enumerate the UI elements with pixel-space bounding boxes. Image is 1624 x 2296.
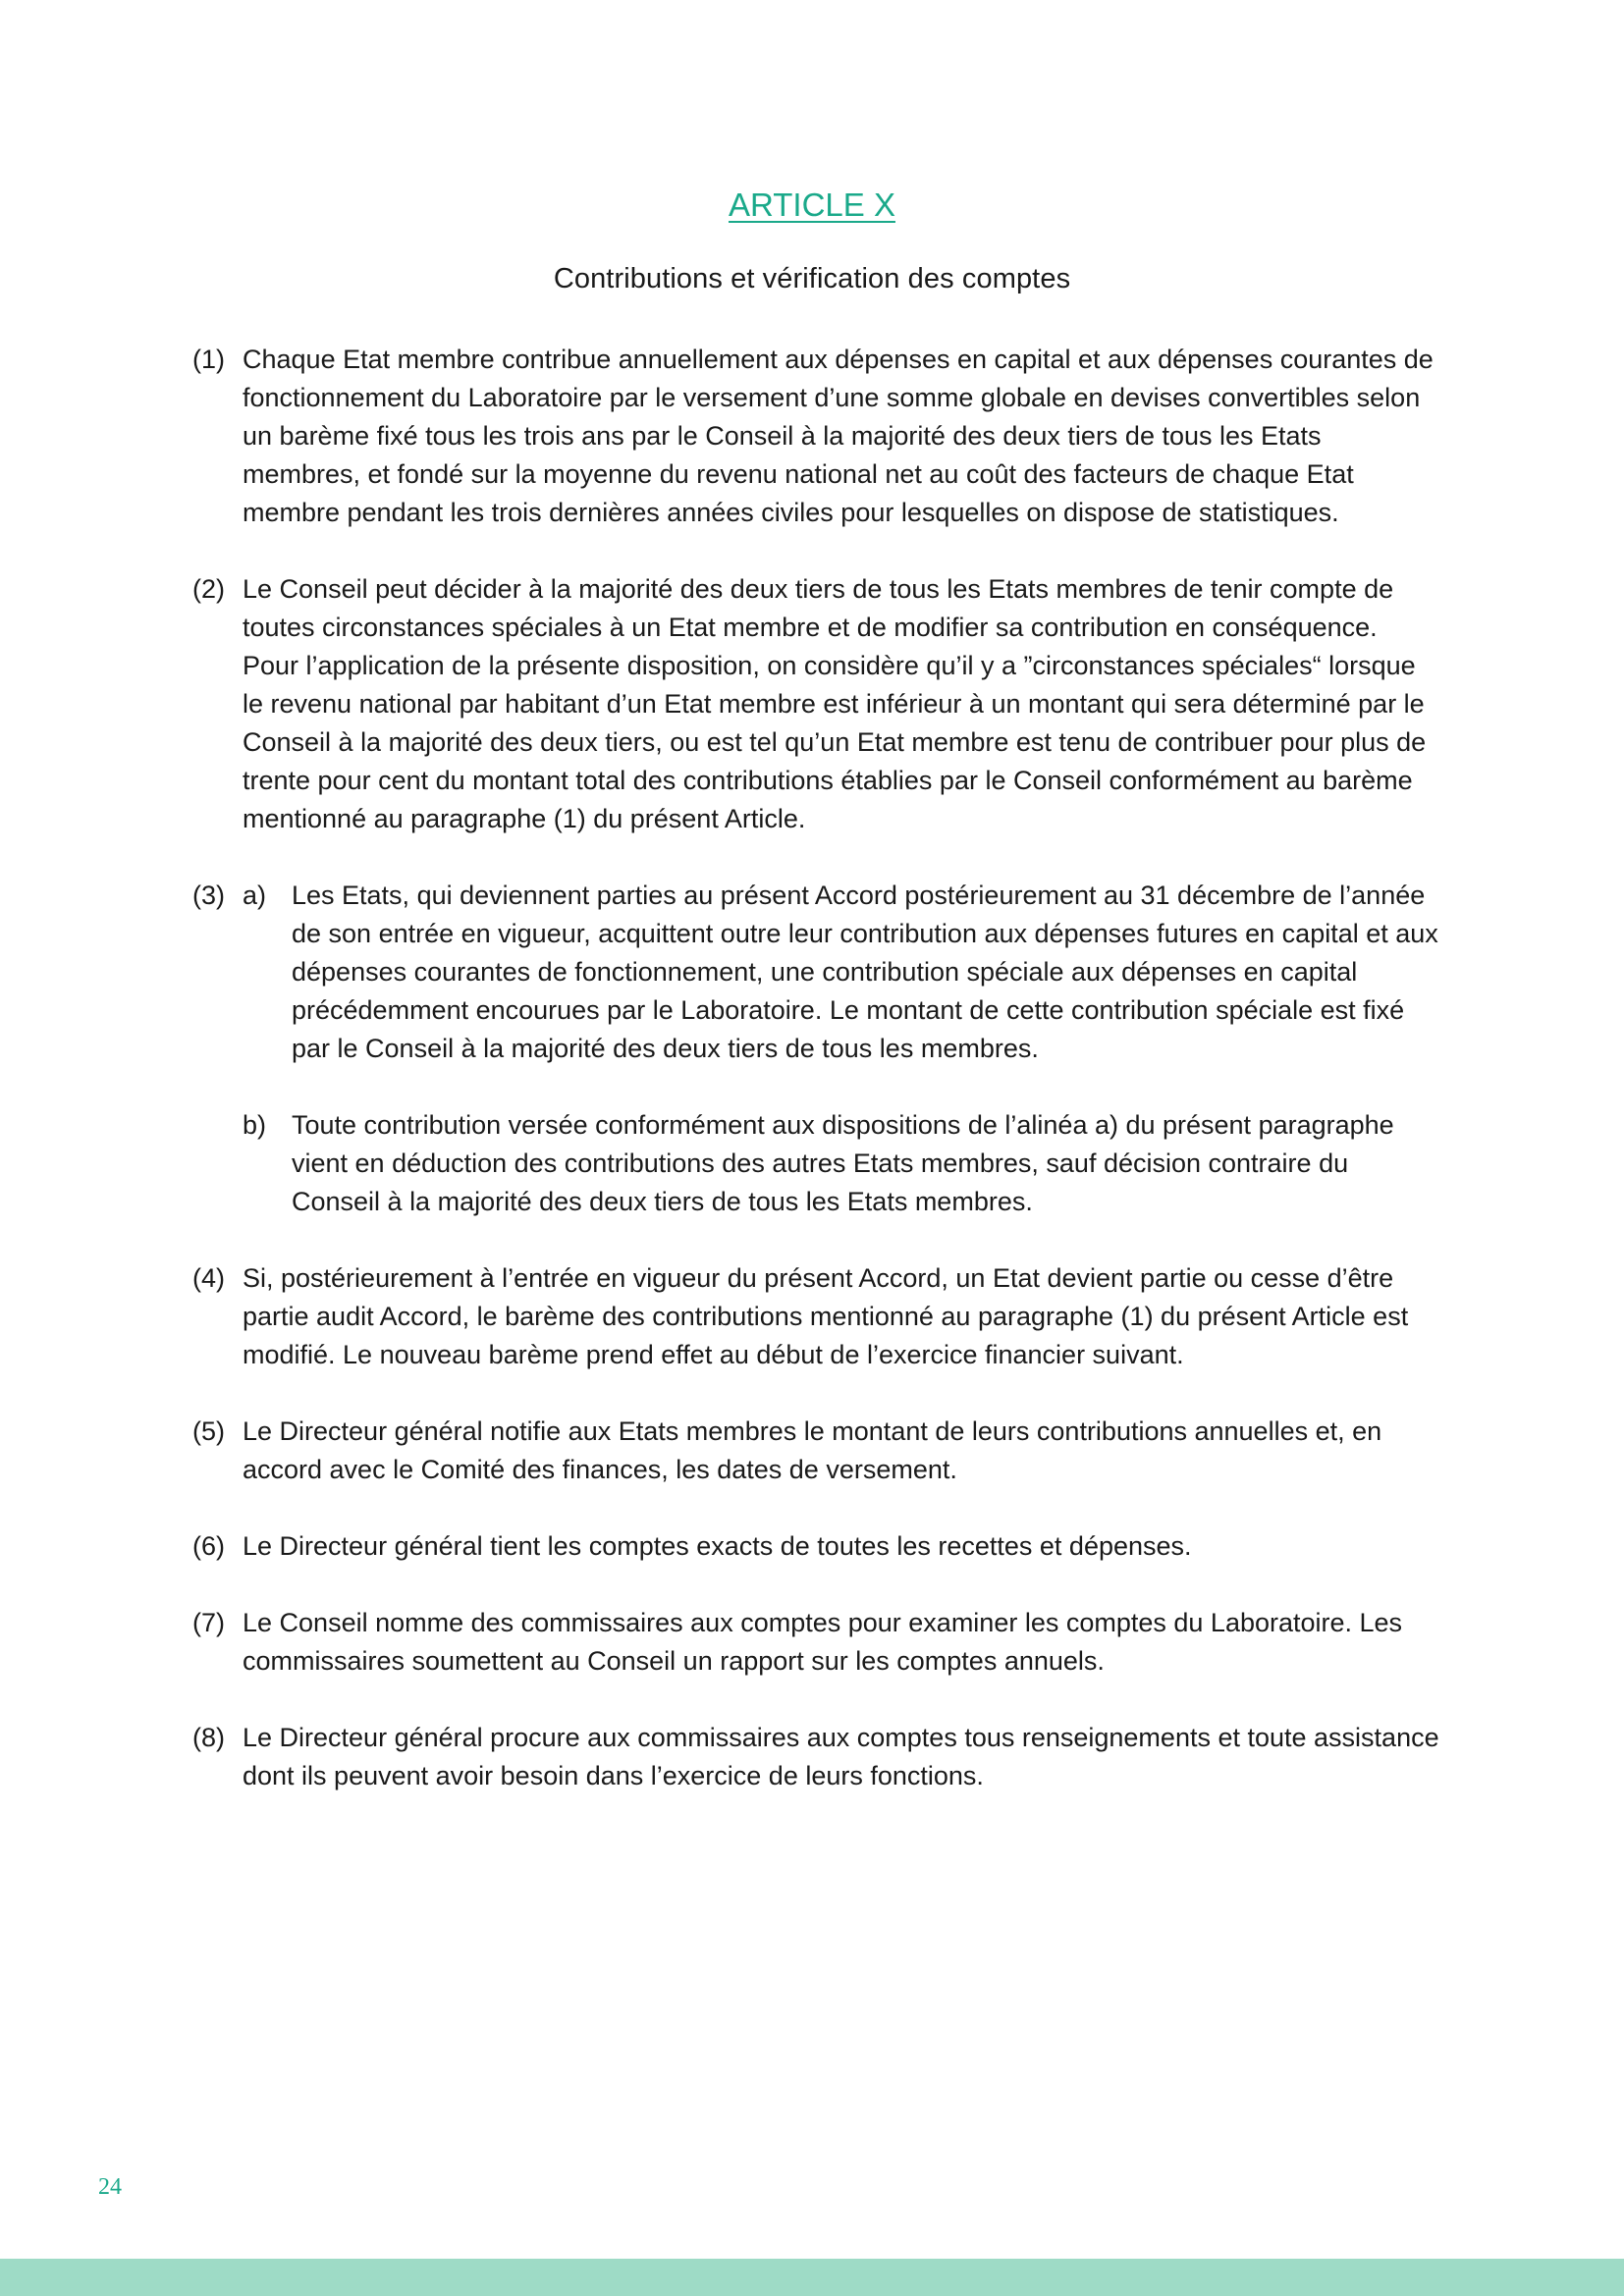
- paragraph-text: Le Directeur général tient les comptes exacts de toutes les recettes et dépenses.: [243, 1531, 1192, 1561]
- footer-band: [0, 2259, 1624, 2296]
- paragraph-1: [192, 341, 1439, 532]
- subparagraph-text: Les Etats, qui deviennent parties au présent Accord postérieurement au 31 décembre de l’année de son entrée en vigueur, acquittent outre leur contribution aux dépenses futures en capital et aux dépenses courantes de fonctionnement, une contribution spéciale aux dépenses en capital précédemment encourues par le Laboratoire. Le montant de cette contribution spéciale est fixé par le Conseil à la majorité des deux tiers de tous les membres.: [292, 881, 1438, 1063]
- article-body: [192, 341, 1439, 1834]
- paragraph-2: [192, 570, 1439, 838]
- subparagraph-letter: b): [243, 1110, 267, 1140]
- paragraph-text: Si, postérieurement à l’entrée en vigueur du présent Accord, un Etat devient partie ou cesse d’être partie audit Accord, le barème des contributions mentionné au paragraphe (1) du présent Article est modifié. Le nouveau barème prend effet au début de l’exercice financier suivant.: [243, 1263, 1409, 1369]
- paragraph-number: (5): [192, 1416, 225, 1446]
- paragraph-text: Chaque Etat membre contribue annuellement aux dépenses en capital et aux dépenses courantes de fonctionnement du Laboratoire par le versement d’une somme globale en devises convertibles selon un barème fixé tous les trois ans par le Conseil à la majorité des deux tiers de tous les Etats membres, et fondé sur la moyenne du revenu national net au coût des facteurs de chaque Etat membre pendant les trois dernières années civiles pour lesquelles on dispose de statistiques.: [243, 345, 1434, 527]
- subparagraph-letter: a): [243, 881, 267, 910]
- subparagraph-b: [243, 1106, 1439, 1221]
- paragraph-text: Le Conseil peut décider à la majorité des deux tiers de tous les Etats membres de tenir compte de toutes circonstances spéciales à un Etat membre et de modifier sa contribution en conséquence. Pour l’application de la présente disposition, on considère qu’il y a ”circonstances spéciales“ lorsque le revenu national par habitant d’un Etat membre est inférieur à un montant qui sera déterminé par le Conseil à la majorité des deux tiers, ou est tel qu’un Etat membre est tenu de contribuer pour plus de trente pour cent du montant total des contributions établies par le Conseil conformément au barème mentionné au paragraphe (1) du présent Article.: [243, 574, 1427, 833]
- paragraph-text: Le Directeur général procure aux commissaires aux comptes tous renseignements et toute assistance dont ils peuvent avoir besoin dans l’exercice de leurs fonctions.: [243, 1723, 1439, 1790]
- paragraph-number: (6): [192, 1531, 225, 1561]
- paragraph-number: (1): [192, 345, 225, 374]
- paragraph-6: [192, 1527, 1439, 1566]
- paragraph-text: Le Directeur général notifie aux Etats membres le montant de leurs contributions annuelles et, en accord avec le Comité des finances, les dates de versement.: [243, 1416, 1382, 1484]
- page-number: 24: [98, 2174, 122, 2200]
- paragraph-text: Le Conseil nomme des commissaires aux comptes pour examiner les comptes du Laboratoire. Les commissaires soumettent au Conseil un rapport sur les comptes annuels.: [243, 1608, 1403, 1676]
- paragraph-8: [192, 1719, 1439, 1795]
- paragraph-7: [192, 1604, 1439, 1681]
- paragraph-3: [192, 877, 1439, 1221]
- paragraph-number: (2): [192, 574, 225, 604]
- subparagraph-text: Toute contribution versée conformément aux dispositions de l’alinéa a) du présent paragraphe vient en déduction des contributions des autres Etats membres, sauf décision contraire du Conseil à la majorité des deux tiers de tous les Etats membres.: [292, 1110, 1394, 1216]
- article-subtitle: Contributions et vérification des comptes: [553, 263, 1071, 294]
- paragraph-4: [192, 1259, 1439, 1374]
- article-title: ARTICLE X: [729, 187, 895, 223]
- paragraph-number: (4): [192, 1263, 225, 1293]
- paragraph-number: (7): [192, 1608, 225, 1637]
- paragraph-number: (3): [192, 881, 225, 910]
- paragraph-number: (8): [192, 1723, 225, 1752]
- paragraph-5: [192, 1413, 1439, 1489]
- subparagraph-a: [243, 877, 1439, 1068]
